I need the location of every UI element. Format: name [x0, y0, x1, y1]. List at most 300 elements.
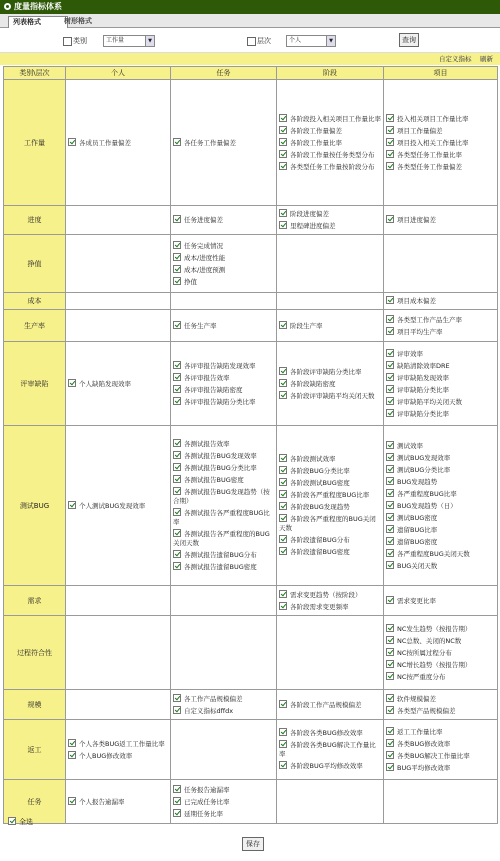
metric-item[interactable]: [279, 478, 381, 488]
metric-item[interactable]: [279, 490, 381, 500]
cell-person: [66, 616, 171, 690]
checkbox-icon[interactable]: [68, 797, 76, 805]
checkbox-icon[interactable]: [279, 535, 287, 543]
metric-item[interactable]: [386, 672, 495, 682]
metric-item[interactable]: [279, 221, 381, 231]
metric-item[interactable]: [279, 454, 381, 464]
metric-label: 评审缺陷分类比率: [397, 409, 449, 418]
metric-item[interactable]: [173, 694, 274, 704]
checkbox-icon[interactable]: [279, 209, 287, 217]
checkbox-icon[interactable]: [386, 561, 394, 569]
metric-item[interactable]: [173, 529, 274, 548]
metric-label: 各测试报告各严重程度BUG比率: [173, 509, 270, 526]
metric-label: 各任务工作量偏差: [184, 138, 236, 147]
metric-label: 各阶段BUG平均修改效率: [290, 762, 363, 770]
metric-label: 各测试报告BUG密度: [184, 476, 244, 484]
checkbox-icon[interactable]: [173, 706, 181, 714]
table-row: [4, 780, 498, 824]
checkbox-icon[interactable]: [386, 114, 394, 122]
metric-item[interactable]: [173, 463, 274, 473]
metric-label: 各阶段各类BUG修改效率: [290, 729, 363, 737]
metric-item[interactable]: [173, 562, 274, 572]
cell-project: [384, 342, 498, 426]
checkbox-icon[interactable]: [386, 453, 394, 461]
metric-item[interactable]: [386, 706, 495, 716]
metric-item[interactable]: [279, 700, 381, 710]
checkbox-icon[interactable]: [386, 648, 394, 656]
cell-stage: [277, 206, 384, 235]
cell-stage: [277, 616, 384, 690]
cell-stage: [277, 780, 384, 824]
checkbox-icon[interactable]: [279, 150, 287, 158]
checkbox-icon[interactable]: [279, 138, 287, 146]
metric-label: 各测试报告遗留BUG密度: [184, 563, 257, 571]
metric-label: 评审缺陷发现效率: [397, 373, 449, 382]
metric-item[interactable]: [386, 561, 495, 571]
checkbox-icon[interactable]: [386, 636, 394, 644]
checkbox-icon[interactable]: [279, 454, 287, 462]
level-select[interactable]: [286, 35, 336, 47]
checkbox-icon[interactable]: [386, 624, 394, 632]
metric-item[interactable]: [279, 547, 381, 557]
metric-item[interactable]: [173, 277, 274, 287]
cell-task: [171, 586, 277, 616]
metric-item[interactable]: [386, 525, 495, 535]
header-stage: 阶段: [277, 67, 384, 80]
table-row: [4, 690, 498, 720]
cell-person: [66, 235, 171, 293]
metric-item[interactable]: [68, 751, 168, 761]
metric-item[interactable]: [279, 761, 381, 771]
table-row: [4, 720, 498, 780]
metric-item[interactable]: [386, 373, 495, 383]
checkbox-icon[interactable]: [386, 162, 394, 170]
metric-item[interactable]: [386, 727, 495, 737]
metric-label: 各阶段需求变更频率: [290, 602, 349, 611]
row-category: 任务: [4, 780, 66, 824]
metric-label: NC按所属过程分布: [397, 648, 452, 657]
metric-item[interactable]: [279, 728, 381, 738]
checkbox-icon[interactable]: [386, 385, 394, 393]
metric-item[interactable]: [173, 809, 274, 819]
checkbox-icon[interactable]: [386, 489, 394, 497]
checkbox-icon[interactable]: [173, 215, 181, 223]
metric-item[interactable]: [279, 138, 381, 148]
metric-item[interactable]: [386, 126, 495, 136]
checkbox-icon[interactable]: [279, 466, 287, 474]
cell-task: [171, 206, 277, 235]
checkbox-icon[interactable]: [279, 514, 287, 522]
custom-indicator-link[interactable]: 自定义指标: [439, 55, 472, 63]
metric-item[interactable]: [386, 489, 495, 499]
checkbox-icon[interactable]: [279, 740, 287, 748]
checkbox-icon[interactable]: [386, 477, 394, 485]
checkbox-icon[interactable]: [173, 397, 181, 405]
metric-item[interactable]: [279, 379, 381, 389]
cell-task: [171, 342, 277, 426]
cell-stage: [277, 342, 384, 426]
metric-label: 各阶段工作产品规模偏差: [290, 700, 362, 709]
metric-label: 延期任务比率: [184, 809, 223, 818]
metric-label: NC总数、关闭的NC数: [397, 636, 462, 645]
metric-item[interactable]: [386, 215, 495, 225]
metric-item[interactable]: [386, 349, 495, 359]
metric-label: 各阶段遗留BUG分布: [290, 536, 350, 544]
checkbox-icon[interactable]: [386, 660, 394, 668]
metric-label: 各阶段BUG分类比率: [290, 467, 350, 475]
metric-item[interactable]: [386, 501, 495, 511]
metric-label: 测试效率: [397, 441, 423, 450]
checkbox-icon[interactable]: [386, 525, 394, 533]
metric-item[interactable]: [173, 797, 274, 807]
metric-item[interactable]: [386, 751, 495, 761]
metric-item[interactable]: [173, 550, 274, 560]
cell-task: [171, 720, 277, 780]
metric-item[interactable]: [173, 241, 274, 251]
checkbox-icon[interactable]: [386, 727, 394, 735]
metric-item[interactable]: [173, 253, 274, 263]
metric-item[interactable]: [386, 477, 495, 487]
metric-label: 任务报告逾漏率: [184, 785, 230, 794]
checkbox-icon[interactable]: [279, 379, 287, 387]
metric-item[interactable]: [173, 138, 274, 148]
metric-label: 阶段生产率: [290, 321, 323, 330]
category-select[interactable]: [103, 35, 155, 47]
metric-item[interactable]: [386, 441, 495, 451]
metric-item[interactable]: [173, 706, 274, 716]
metric-item[interactable]: [279, 466, 381, 476]
row-category: 返工: [4, 720, 66, 780]
checkbox-icon[interactable]: [386, 672, 394, 680]
metric-item[interactable]: [386, 114, 495, 124]
level-select-value: 个人: [289, 37, 302, 44]
checkbox-icon[interactable]: [173, 797, 181, 805]
metric-item[interactable]: [173, 265, 274, 275]
cell-person: [66, 342, 171, 426]
metric-label: 各阶段测试效率: [290, 455, 336, 463]
save-button[interactable]: 保存: [242, 837, 264, 851]
checkbox-icon[interactable]: [279, 602, 287, 610]
metric-item[interactable]: [386, 763, 495, 773]
metric-item[interactable]: [173, 361, 274, 371]
checkbox-icon[interactable]: [279, 761, 287, 769]
checkbox-icon[interactable]: [386, 409, 394, 417]
chevron-down-icon: ▼: [145, 36, 154, 46]
metric-label: 各阶段评审缺陷平均关闭天数: [290, 391, 375, 400]
checkbox-icon[interactable]: [173, 809, 181, 817]
category-checkbox[interactable]: [63, 37, 72, 46]
level-checkbox[interactable]: [247, 37, 256, 46]
metric-label: 各阶段工作量比率: [290, 138, 342, 147]
refresh-link[interactable]: 刷新: [480, 55, 493, 63]
checkbox-icon[interactable]: [386, 361, 394, 369]
checkbox-icon[interactable]: [173, 694, 181, 702]
checkbox-icon[interactable]: [386, 465, 394, 473]
checkbox-icon[interactable]: [386, 706, 394, 714]
metric-item[interactable]: [386, 409, 495, 419]
metric-label: 挣值: [184, 277, 197, 286]
table-row: [4, 616, 498, 690]
metric-item[interactable]: [386, 397, 495, 407]
metric-item[interactable]: [386, 739, 495, 749]
checkbox-icon[interactable]: [173, 451, 181, 459]
checkbox-icon[interactable]: [279, 700, 287, 708]
checkbox-icon[interactable]: [68, 751, 76, 759]
checkbox-icon[interactable]: [386, 501, 394, 509]
header-project: 项目: [384, 67, 498, 80]
metric-label: BUG平均修改效率: [397, 763, 451, 772]
metric-item[interactable]: [173, 373, 274, 383]
checkbox-icon[interactable]: [279, 728, 287, 736]
checkbox-icon[interactable]: [279, 490, 287, 498]
row-category: 成本: [4, 293, 66, 310]
metric-label: 各成员工作量偏差: [79, 138, 131, 147]
checkbox-icon[interactable]: [279, 162, 287, 170]
category-select-value: 工作量: [106, 37, 125, 44]
metric-item[interactable]: [279, 162, 381, 172]
metric-label: 各阶段各类BUG解决工作量比率: [279, 741, 376, 758]
checkbox-icon[interactable]: [386, 596, 394, 604]
metric-label: 测试BUG密度: [397, 513, 438, 522]
checkbox-icon[interactable]: [173, 373, 181, 381]
checkbox-icon[interactable]: [386, 739, 394, 747]
checkbox-icon[interactable]: [279, 502, 287, 510]
metric-item[interactable]: [279, 367, 381, 377]
metric-item[interactable]: [386, 138, 495, 148]
checkbox-icon[interactable]: [173, 439, 181, 447]
cell-project: [384, 80, 498, 206]
select-all-label: 全选: [19, 818, 33, 826]
checkbox-icon[interactable]: [386, 349, 394, 357]
checkbox-icon[interactable]: [173, 138, 181, 146]
cell-person: [66, 310, 171, 342]
select-all-checkbox[interactable]: [8, 817, 16, 825]
metric-item[interactable]: [279, 126, 381, 136]
checkbox-icon[interactable]: [386, 315, 394, 323]
cell-project: [384, 206, 498, 235]
checkbox-icon[interactable]: [386, 138, 394, 146]
metric-item[interactable]: [173, 439, 274, 449]
metric-item[interactable]: [279, 114, 381, 124]
cell-project: [384, 235, 498, 293]
metric-item[interactable]: [386, 648, 495, 658]
metric-label: 各测试报告BUG发现效率: [184, 452, 257, 460]
metric-item[interactable]: [386, 361, 495, 371]
checkbox-icon[interactable]: [173, 550, 181, 558]
metric-label: 自定义指标dffdx: [184, 706, 234, 715]
metric-item[interactable]: [173, 508, 274, 527]
metric-item[interactable]: [68, 739, 168, 749]
metric-label: 各类型任务工作量按阶段分布: [290, 162, 375, 171]
checkbox-icon[interactable]: [173, 241, 181, 249]
tab-tree-format[interactable]: 树形格式: [64, 17, 92, 25]
checkbox-icon[interactable]: [173, 463, 181, 471]
bullet-icon: [4, 3, 11, 10]
metric-item[interactable]: [386, 453, 495, 463]
row-category: 需求: [4, 586, 66, 616]
checkbox-icon[interactable]: [173, 562, 181, 570]
checkbox-icon[interactable]: [173, 265, 181, 273]
checkbox-icon[interactable]: [173, 361, 181, 369]
checkbox-icon[interactable]: [386, 549, 394, 557]
metric-item[interactable]: [386, 636, 495, 646]
query-button[interactable]: 查询: [399, 33, 419, 47]
metric-label: 测试BUG分类比率: [397, 465, 451, 474]
metric-item[interactable]: [386, 694, 495, 704]
metric-label: 项目进度偏差: [397, 216, 436, 224]
metric-item[interactable]: [68, 501, 168, 511]
cell-project: [384, 616, 498, 690]
tab-list-format[interactable]: 列表格式: [8, 16, 68, 28]
metric-label: 遗留BUG比率: [397, 525, 438, 534]
metric-item[interactable]: [386, 549, 495, 559]
checkbox-icon[interactable]: [68, 739, 76, 747]
metric-item[interactable]: [386, 513, 495, 523]
metric-label: 评审缺陷平均关闭天数: [397, 397, 462, 406]
metric-item[interactable]: [279, 602, 381, 612]
metric-item[interactable]: [386, 327, 495, 337]
metric-label: 各阶段测试BUG密度: [290, 479, 350, 487]
metric-item[interactable]: [173, 215, 274, 225]
cell-task: [171, 310, 277, 342]
checkbox-icon[interactable]: [386, 296, 394, 304]
metric-label: 个人测试BUG发现效率: [79, 501, 146, 510]
checkbox-icon[interactable]: [173, 487, 181, 495]
cell-stage: [277, 310, 384, 342]
table-row: [4, 310, 498, 342]
checkbox-icon[interactable]: [386, 537, 394, 545]
table-row: [4, 426, 498, 586]
checkbox-icon[interactable]: [386, 751, 394, 759]
metric-item[interactable]: [173, 321, 274, 331]
metric-label: 各类BUG解决工作量比率: [397, 751, 470, 760]
metric-item[interactable]: [386, 385, 495, 395]
cell-person: [66, 586, 171, 616]
metric-item[interactable]: [386, 162, 495, 172]
checkbox-icon[interactable]: [386, 126, 394, 134]
metric-item[interactable]: [386, 150, 495, 160]
cell-task: [171, 426, 277, 586]
metric-item[interactable]: [279, 150, 381, 160]
cell-project: [384, 310, 498, 342]
chevron-down-icon: ▼: [326, 36, 335, 46]
header-person: 个人: [66, 67, 171, 80]
metric-item[interactable]: [279, 535, 381, 545]
checkbox-icon[interactable]: [279, 547, 287, 555]
metric-item[interactable]: [173, 451, 274, 461]
link-bar: [0, 53, 500, 65]
checkbox-icon[interactable]: [386, 441, 394, 449]
metric-label: 各阶段各严重程度的BUG关闭天数: [279, 515, 376, 532]
metric-item[interactable]: [279, 321, 381, 331]
metric-item[interactable]: [173, 385, 274, 395]
metric-label: 各测试报告遗留BUG分布: [184, 551, 257, 559]
checkbox-icon[interactable]: [173, 508, 181, 516]
metric-item[interactable]: [386, 660, 495, 670]
metric-item[interactable]: [279, 740, 381, 759]
checkbox-icon[interactable]: [386, 513, 394, 521]
checkbox-icon[interactable]: [173, 321, 181, 329]
checkbox-icon[interactable]: [173, 785, 181, 793]
metric-item[interactable]: [68, 379, 168, 389]
checkbox-icon[interactable]: [173, 385, 181, 393]
metric-label: 阶段进度偏差: [290, 210, 329, 218]
metric-item[interactable]: [386, 296, 495, 306]
metric-item[interactable]: [386, 596, 495, 606]
checkbox-icon[interactable]: [386, 397, 394, 405]
checkbox-icon[interactable]: [173, 253, 181, 261]
metrics-table: [3, 66, 498, 824]
metric-label: 需求变更比率: [397, 596, 436, 605]
metric-label: 个人BUG修改效率: [79, 751, 133, 760]
metric-item[interactable]: [68, 797, 168, 807]
metric-label: 项目平均生产率: [397, 327, 443, 336]
metric-item[interactable]: [173, 785, 274, 795]
metric-label: 各阶段投入相关项目工作量比率: [290, 114, 381, 123]
checkbox-icon[interactable]: [386, 373, 394, 381]
metric-item[interactable]: [386, 624, 495, 634]
metric-item[interactable]: [173, 487, 274, 506]
metric-label: 各类型工作产品生产率: [397, 315, 462, 324]
cell-task: [171, 690, 277, 720]
metric-item[interactable]: [68, 138, 168, 148]
metric-item[interactable]: [279, 502, 381, 512]
row-category: 规模: [4, 690, 66, 720]
metric-label: 项目成本偏差: [397, 297, 436, 305]
metric-label: 各工作产品规模偏差: [184, 694, 243, 703]
metric-label: 任务生产率: [184, 321, 217, 330]
metric-item[interactable]: [386, 465, 495, 475]
checkbox-icon[interactable]: [173, 475, 181, 483]
checkbox-icon[interactable]: [173, 529, 181, 537]
cell-task: [171, 293, 277, 310]
row-category: 进度: [4, 206, 66, 235]
checkbox-icon[interactable]: [279, 478, 287, 486]
checkbox-icon[interactable]: [386, 150, 394, 158]
checkbox-icon[interactable]: [279, 114, 287, 122]
title-bar: [0, 0, 500, 14]
checkbox-icon[interactable]: [279, 590, 287, 598]
checkbox-icon[interactable]: [68, 138, 76, 146]
checkbox-icon[interactable]: [279, 367, 287, 375]
metric-label: 各阶段工作量按任务类型分布: [290, 150, 375, 159]
cell-project: [384, 780, 498, 824]
checkbox-icon[interactable]: [279, 126, 287, 134]
metric-item[interactable]: [279, 514, 381, 533]
metric-item[interactable]: [279, 590, 381, 600]
metric-label: 各评审报告缺陷密度: [184, 385, 243, 394]
checkbox-icon[interactable]: [68, 379, 76, 387]
category-label: 类别: [73, 37, 87, 45]
checkbox-icon[interactable]: [68, 501, 76, 509]
metric-item[interactable]: [386, 537, 495, 547]
metric-item[interactable]: [173, 397, 274, 407]
checkbox-icon[interactable]: [173, 277, 181, 285]
metric-item[interactable]: [279, 209, 381, 219]
select-all[interactable]: [8, 817, 33, 827]
checkbox-icon[interactable]: [279, 321, 287, 329]
metric-item[interactable]: [173, 475, 274, 485]
checkbox-icon[interactable]: [279, 391, 287, 399]
checkbox-icon[interactable]: [386, 694, 394, 702]
metric-item[interactable]: [386, 315, 495, 325]
metric-item[interactable]: [279, 391, 381, 401]
checkbox-icon[interactable]: [279, 221, 287, 229]
checkbox-icon[interactable]: [386, 327, 394, 335]
cell-person: [66, 293, 171, 310]
checkbox-icon[interactable]: [386, 215, 394, 223]
checkbox-icon[interactable]: [386, 763, 394, 771]
